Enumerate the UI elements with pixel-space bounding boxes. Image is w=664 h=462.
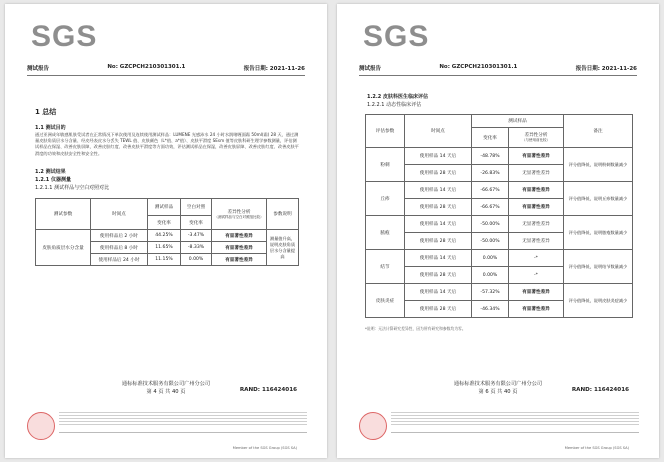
fine-print: [391, 412, 639, 428]
fine-print: [59, 412, 307, 428]
diff-cell: 无显著性差异: [509, 233, 564, 250]
table-row: [366, 182, 633, 199]
param-cell: 皮肤炎症: [366, 284, 405, 318]
subsection-1-2-2-1: 1.2.2.1 动态性临床评估: [367, 102, 422, 108]
footer-address-line: [59, 432, 307, 439]
time-cell: 使用样品后 2 小时: [91, 230, 148, 242]
time-cell: 使用样品 28 天后: [405, 165, 472, 182]
page-header: [27, 64, 305, 76]
footer-page-number: 第 6 页 共 40 页: [478, 389, 518, 395]
th-diff-label: 差异性分析: [524, 133, 548, 138]
diff-cell: 无显著性差异: [509, 216, 564, 233]
th-change-blank: 变化率: [181, 216, 212, 230]
th-blank: 空白对照: [181, 199, 212, 216]
time-cell: 使用样品 14 天后: [405, 216, 472, 233]
th-sample: 测试样品: [472, 115, 564, 128]
sample-cell: 11.65%: [148, 242, 181, 254]
th-time: 时间点: [405, 115, 472, 148]
header-date: 报告日期: 2021-11-26: [575, 66, 637, 72]
change-cell: -66.67%: [472, 182, 509, 199]
change-cell: 0.00%: [472, 267, 509, 284]
time-cell: 使用样品后 24 小时: [91, 254, 148, 266]
subsection-1-2-2: 1.2.2 皮肤科医生临床评估: [367, 94, 428, 100]
section-title: 1 总结: [35, 108, 57, 116]
change-cell: -50.00%: [472, 216, 509, 233]
desc-cell: 测量值升高，说明皮肤角质层水分含量提高: [267, 230, 299, 266]
diff-cell: 有显著性差异: [509, 284, 564, 301]
table-row: [36, 230, 299, 242]
footer-address-line: [391, 432, 639, 439]
purpose-paragraph: 通过亚洲成年敏感肌肤受试者在正常情况下单次使用及连续使用测试样品：LUMENE 光感沛水 24 小时水润啫喱面霜 50ml(霜) 28 天，通过测量皮肤角质层水分含量、经皮经表皮水分丢失 TEWL 值、皮肤颜色（L*值、a*值）、皮肤平滑度 SEsm 值等皮肤科研生理学参数测量，评估测试样品在保湿、改善皮肤屏障，改善皮肤红度、改善皮肤平滑度等方面功效，评估测试样品在保湿，改善皮肤屏障、改善皮肤红度、改善皮肤平滑度的功效和皮肤安全性和安全性。: [35, 132, 299, 156]
time-cell: 使用样品 28 天后: [405, 199, 472, 216]
change-cell: -48.78%: [472, 148, 509, 165]
th-sample: 测试样品: [148, 199, 181, 216]
subsection-1-1: 1.1 测试目的: [35, 125, 66, 131]
time-cell: 使用样品 14 天后: [405, 284, 472, 301]
th-diff-sub: （测试样品与空白对照组比较）: [214, 214, 264, 219]
red-seal-stamp: [27, 412, 55, 440]
time-cell: 使用样品 14 天后: [405, 148, 472, 165]
sgs-logo: SGS: [363, 20, 430, 53]
time-cell: 使用样品后 8 小时: [91, 242, 148, 254]
table-row: [366, 148, 633, 165]
table-row: [366, 216, 633, 233]
subsection-1-2: 1.2 测试结果: [35, 169, 66, 175]
page-header: [359, 64, 637, 76]
time-cell: 使用样品 28 天后: [405, 233, 472, 250]
diff-cell: 有显著性差异: [509, 182, 564, 199]
instrument-results-table: [35, 198, 299, 266]
time-cell: 使用样品 14 天后: [405, 250, 472, 267]
blank-cell: 0.00%: [181, 254, 212, 266]
time-cell: 使用样品 28 天后: [405, 267, 472, 284]
blank-cell: -3.47%: [181, 230, 212, 242]
table-footnote: *说明：无法计算研究差异性，因为所有研究和参数均为零。: [365, 326, 466, 331]
sample-cell: 44.25%: [148, 230, 181, 242]
th-param: 测试参数: [36, 199, 91, 230]
diff-cell: 有显著性差异: [509, 199, 564, 216]
change-cell: -46.34%: [472, 301, 509, 318]
change-cell: 0.00%: [472, 250, 509, 267]
red-seal-stamp: [359, 412, 387, 440]
remark-cell: 评分值降低，说明粉刺数量减少: [564, 148, 633, 182]
diff-cell: 无显著性差异: [509, 165, 564, 182]
diff-cell: 有显著性差异: [212, 242, 267, 254]
clinical-assessment-table: [365, 114, 633, 318]
table-row: [366, 284, 633, 301]
header-doc-type: 测试报告: [27, 66, 50, 72]
footer-page-number: 第 4 页 共 40 页: [146, 389, 186, 395]
param-cell: 结节: [366, 250, 405, 284]
remark-cell: 评分值降低，说明结节数量减少: [564, 250, 633, 284]
report-page-4: [5, 4, 327, 458]
param-cell: 粉刺: [366, 148, 405, 182]
header-report-no: No: GZCPCH210301301.1: [107, 64, 186, 70]
footer-company: 通标标准技术服务有限公司广州分公司: [453, 381, 543, 387]
change-cell: -66.67%: [472, 199, 509, 216]
report-page-6: [337, 4, 659, 458]
param-cell: 脓疱: [366, 216, 405, 250]
change-cell: -26.83%: [472, 165, 509, 182]
sgs-logo: SGS: [31, 20, 98, 53]
diff-cell: 有显著性差异: [509, 148, 564, 165]
subsection-1-2-1-1: 1.2.1.1 测试样品与空白对照对比: [35, 185, 110, 191]
th-change: 变化率: [472, 128, 509, 148]
diff-cell: -*: [509, 267, 564, 284]
th-diff: [509, 128, 564, 148]
diff-cell: 有显著性差异: [212, 254, 267, 266]
th-param: 评估参数: [366, 115, 405, 148]
member-note: Member of the SGS Group (SGS SA): [232, 446, 297, 450]
diff-cell: -*: [509, 250, 564, 267]
th-desc: 参数说明: [267, 199, 299, 230]
remark-cell: 评分值降低，说明皮肤炎症减少: [564, 284, 633, 318]
footer-company: 通标标准技术服务有限公司广州分公司: [121, 381, 211, 387]
sample-cell: 11.15%: [148, 254, 181, 266]
th-change-sample: 变化率: [148, 216, 181, 230]
diff-cell: 有显著性差异: [509, 301, 564, 318]
diff-cell: 有显著性差异: [212, 230, 267, 242]
header-date: 报告日期: 2021-11-26: [243, 66, 305, 72]
th-diff-label: 差异性分析: [227, 209, 251, 215]
table-row: [366, 250, 633, 267]
param-cell: 皮肤角质层水分含量: [36, 230, 91, 266]
subsection-1-2-1: 1.2.1 仪器测量: [35, 177, 71, 183]
rand-code: RAND: 116424016: [571, 387, 629, 393]
remark-cell: 评分值降低，说明丘疹数量减少: [564, 182, 633, 216]
th-diff-sub: （与使用前比较）: [522, 138, 550, 142]
rand-code: RAND: 116424016: [239, 387, 297, 393]
th-remark: 备注: [564, 115, 633, 148]
th-diff: [212, 199, 267, 230]
header-report-no: No: GZCPCH210301301.1: [439, 64, 518, 70]
time-cell: 使用样品 28 天后: [405, 301, 472, 318]
param-cell: 丘疹: [366, 182, 405, 216]
time-cell: 使用样品 14 天后: [405, 182, 472, 199]
header-doc-type: 测试报告: [359, 66, 382, 72]
change-cell: -50.00%: [472, 233, 509, 250]
change-cell: -57.32%: [472, 284, 509, 301]
blank-cell: -8.33%: [181, 242, 212, 254]
member-note: Member of the SGS Group (SGS SA): [564, 446, 629, 450]
th-time: 时间点: [91, 199, 148, 230]
remark-cell: 评分值降低，说明脓疱数量减少: [564, 216, 633, 250]
